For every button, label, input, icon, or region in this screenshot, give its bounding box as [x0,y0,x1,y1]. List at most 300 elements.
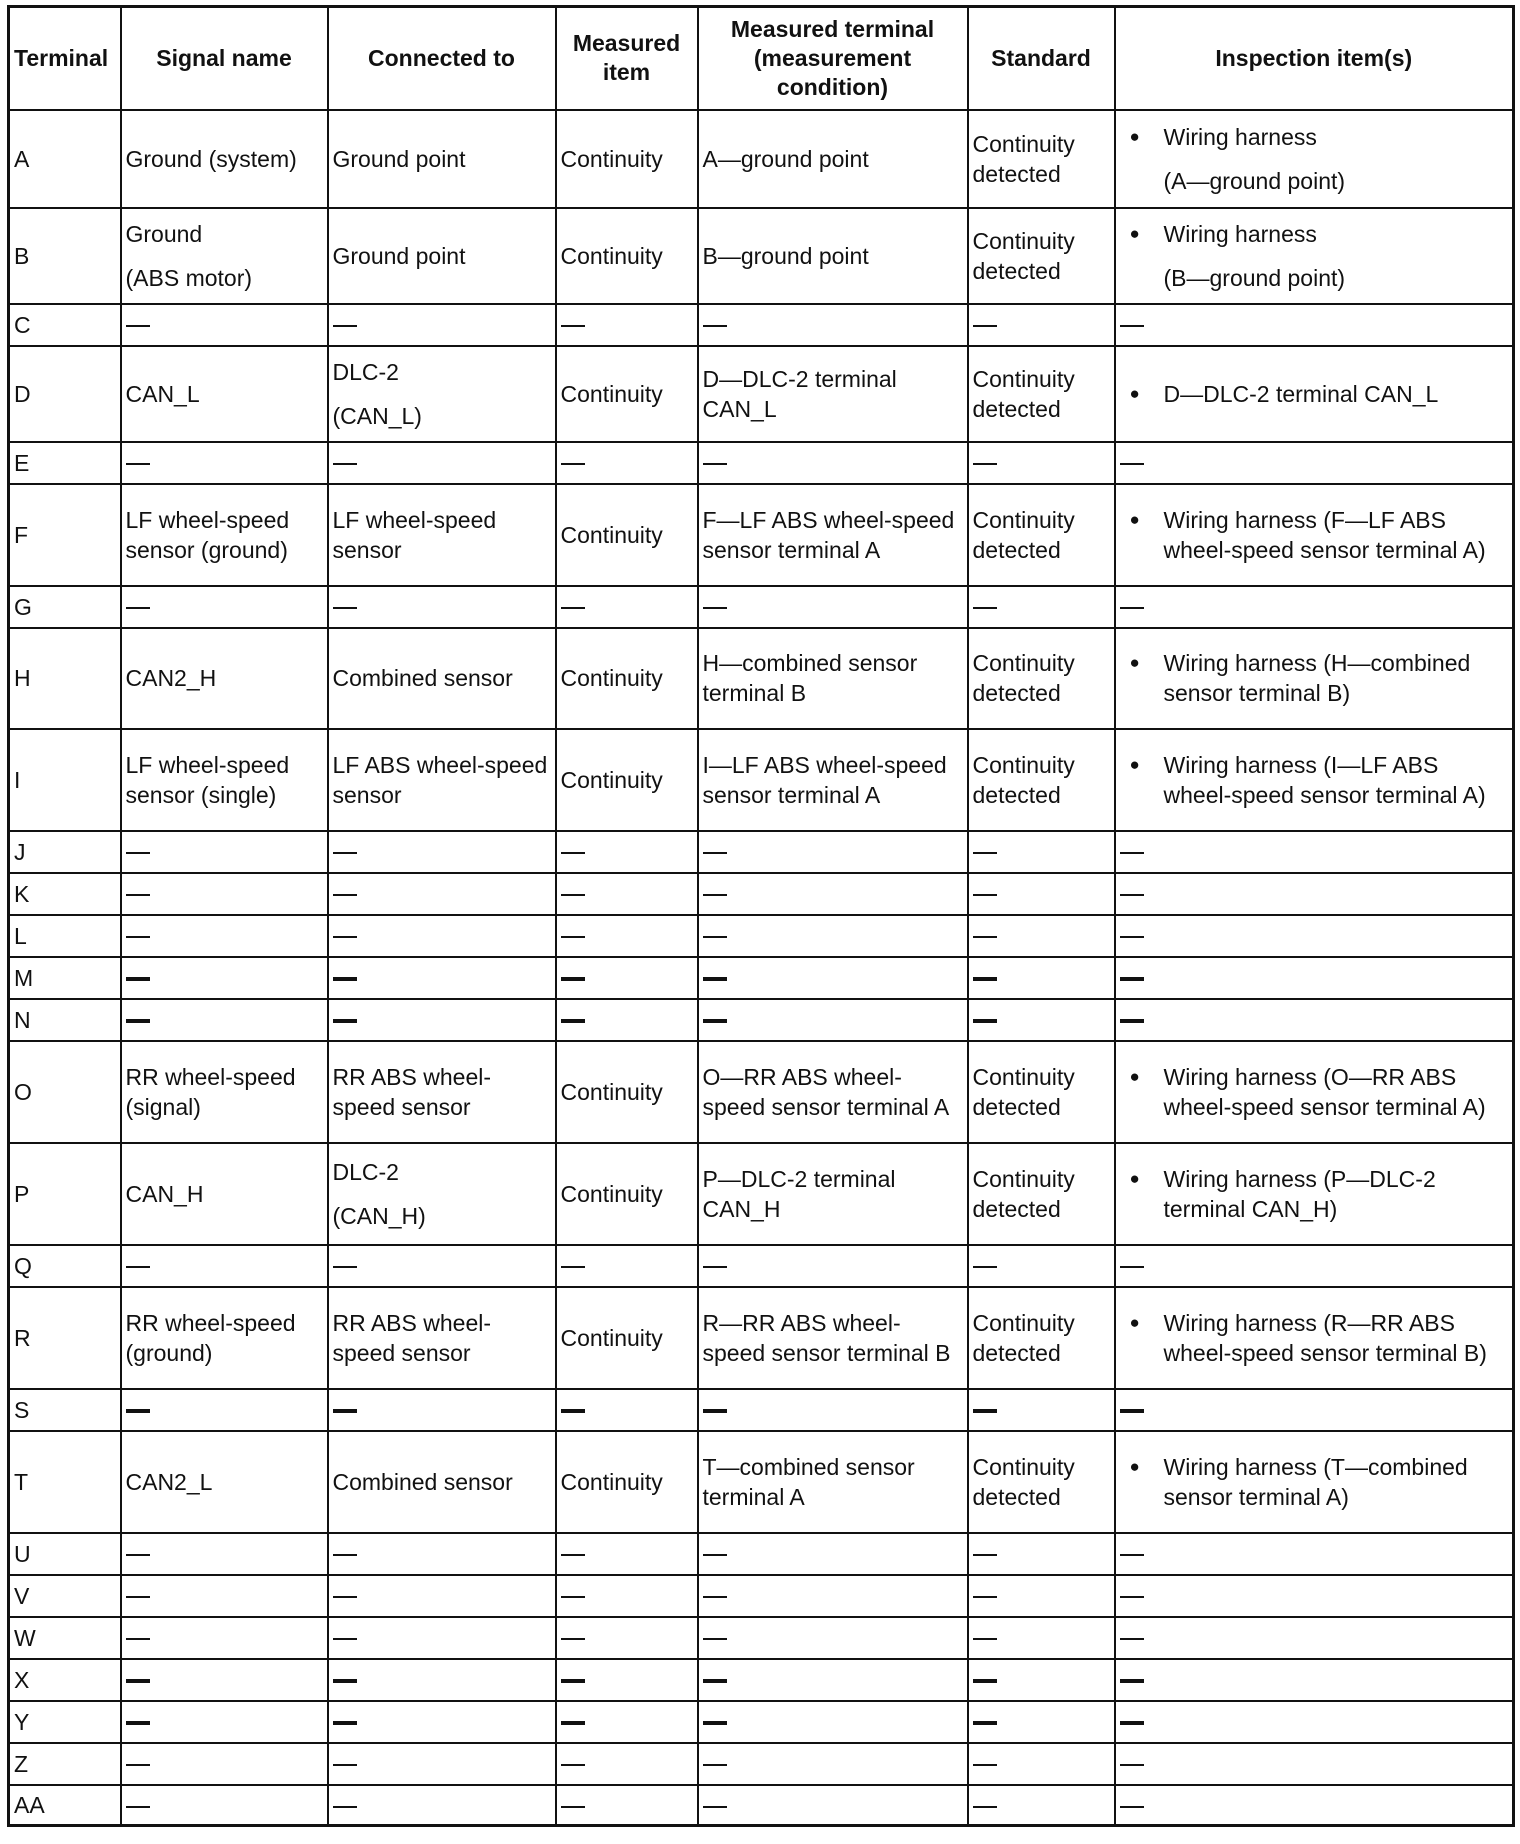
empty-dash [333,1409,357,1413]
inspection-cell [1115,1245,1514,1287]
terminal-cell: R [9,1287,121,1389]
measured-terminal-text: D—DLC-2 terminal CAN_L [702,365,897,422]
connected-to-sub: (CAN_H) [332,1202,426,1229]
standard-cell [968,915,1115,957]
signal-name-cell [121,729,328,831]
empty-dash [333,852,357,854]
empty-dash [126,1409,150,1413]
empty-dash [561,1806,585,1808]
connected-to-text: DLC-2 [332,1158,399,1185]
standard-text: Continuity detected [972,751,1075,808]
measured-item-text: Continuity [560,665,663,691]
connected-to-cell [328,1701,556,1743]
measured-terminal-cell [698,208,968,304]
empty-dash [703,1721,727,1725]
terminal-cell: P [9,1143,121,1245]
empty-dash [973,1806,997,1808]
terminal-cell: M [9,957,121,999]
terminal-cell: N [9,999,121,1041]
measured-item-text: Continuity [560,380,663,407]
connected-to-cell [328,999,556,1041]
measured-terminal-cell [698,346,968,442]
standard-cell [968,1575,1115,1617]
inspection-cell [1115,1389,1514,1431]
terminal-cell: Y [9,1701,121,1743]
standard-cell [968,873,1115,915]
signal-name-cell [121,442,328,484]
signal-name-text: LF wheel-speed sensor (single) [125,751,290,808]
measured-item-text: Continuity [560,766,663,793]
table-row [9,1701,1514,1743]
standard-cell [968,1245,1115,1287]
measured-terminal-cell [698,729,968,831]
empty-dash [703,1266,727,1268]
standard-cell [968,586,1115,628]
header-terminal: Terminal [9,7,121,110]
header-standard: Standard [968,7,1115,110]
measured-item-cell [556,915,698,957]
empty-dash [126,607,150,609]
signal-name-cell [121,208,328,304]
measured-item-text: Continuity [560,1324,663,1351]
empty-dash [1120,463,1144,465]
measured-terminal-cell [698,1533,968,1575]
measured-item-cell [556,1701,698,1743]
terminal-table [7,5,1515,1827]
signal-name-cell [121,628,328,729]
standard-cell [968,1701,1115,1743]
measured-terminal-text: A—ground point [702,145,869,172]
signal-name-cell [121,1041,328,1143]
inspection-cell [1115,1143,1514,1245]
inspection-cell [1115,208,1514,304]
empty-dash [333,1019,357,1023]
connected-to-cell [328,1659,556,1701]
inspection-cell [1115,1533,1514,1575]
empty-dash [703,936,727,938]
empty-dash [126,1266,150,1268]
empty-dash [126,1596,150,1598]
measured-item-cell [556,873,698,915]
standard-cell [968,1659,1115,1701]
signal-name-cell [121,1575,328,1617]
terminal-cell: G [9,586,121,628]
signal-name-text: CAN_H [125,1180,204,1207]
empty-dash [333,325,357,327]
table-row [9,1743,1514,1785]
measured-terminal-cell [698,873,968,915]
empty-dash [1120,1806,1144,1808]
measured-item-cell [556,1041,698,1143]
empty-dash [333,894,357,896]
connected-to-text: RR ABS wheel-speed sensor [332,1063,492,1120]
connected-to-text: DLC-2 [332,358,399,385]
empty-dash [333,1764,357,1766]
measured-item-cell [556,1743,698,1785]
measured-item-text: Continuity [560,1078,663,1105]
standard-cell [968,1041,1115,1143]
empty-dash [703,1764,727,1766]
connected-to-cell [328,346,556,442]
empty-dash [1120,1596,1144,1598]
inspection-cell [1115,586,1514,628]
terminal-cell: I [9,729,121,831]
standard-cell [968,1287,1115,1389]
connected-to-cell [328,1533,556,1575]
terminal-cell: C [9,304,121,346]
connected-to-cell [328,586,556,628]
empty-dash [973,1764,997,1766]
signal-name-text: Ground [125,220,203,247]
measured-terminal-cell [698,1701,968,1743]
measured-item-cell [556,1287,698,1389]
signal-name-text: CAN2_L [125,1468,213,1495]
empty-dash [333,1721,357,1725]
empty-dash [561,607,585,609]
terminal-cell: F [9,484,121,586]
measured-item-cell [556,831,698,873]
empty-dash [703,977,727,981]
table-row [9,957,1514,999]
empty-dash [561,1679,585,1683]
empty-dash [703,463,727,465]
terminal-cell: D [9,346,121,442]
empty-dash [561,894,585,896]
empty-dash [1120,1409,1144,1413]
empty-dash [1120,936,1144,938]
measured-terminal-text: F—LF ABS wheel-speed sensor terminal A [702,506,955,563]
empty-dash [973,1409,997,1413]
standard-cell [968,484,1115,586]
table-row [9,1575,1514,1617]
connected-to-text: Combined sensor [332,665,513,691]
empty-dash [703,1679,727,1683]
empty-dash [1120,1638,1144,1640]
standard-cell [968,1431,1115,1533]
inspection-bullet-item: ● Wiring harness (O—RR ABS wheel-speed sensor terminal A) [1120,1062,1509,1122]
inspection-cell [1115,1701,1514,1743]
signal-name-cell [121,873,328,915]
table-row [9,110,1514,208]
table-row [9,442,1514,484]
connected-to-cell [328,1389,556,1431]
empty-dash [1120,1764,1144,1766]
signal-name-text: CAN2_H [125,665,217,691]
empty-dash [333,1554,357,1556]
connected-to-cell [328,957,556,999]
inspection-cell [1115,442,1514,484]
empty-dash [561,1266,585,1268]
header-measured-item: Measured item [556,7,698,110]
empty-dash [126,852,150,854]
header-row [9,7,1514,110]
inspection-bullet-item: ● Wiring harness (P—DLC-2 terminal CAN_H) [1120,1164,1509,1224]
inspection-cell [1115,628,1514,729]
table-row [9,346,1514,442]
empty-dash [333,936,357,938]
inspection-cell [1115,304,1514,346]
terminal-cell: H [9,628,121,729]
standard-cell [968,1143,1115,1245]
table-row [9,628,1514,729]
measured-item-text: Continuity [560,242,663,269]
empty-dash [126,1554,150,1556]
empty-dash [126,894,150,896]
terminal-cell: J [9,831,121,873]
standard-text: Continuity detected [972,130,1075,187]
measured-terminal-cell [698,1389,968,1431]
measured-terminal-cell [698,915,968,957]
signal-name-cell [121,1533,328,1575]
empty-dash [126,1019,150,1023]
empty-dash [561,1019,585,1023]
connected-to-text: LF wheel-speed sensor [332,506,497,563]
table-row [9,999,1514,1041]
empty-dash [703,1596,727,1598]
connected-to-cell [328,915,556,957]
measured-item-cell [556,999,698,1041]
inspection-bullet-item: ● Wiring harness [1120,122,1509,152]
signal-name-cell [121,1389,328,1431]
empty-dash [703,1019,727,1023]
signal-name-text: RR wheel-speed (signal) [125,1063,296,1120]
empty-dash [973,852,997,854]
standard-cell [968,208,1115,304]
table-row [9,1431,1514,1533]
connected-to-cell [328,1575,556,1617]
connected-to-cell [328,1431,556,1533]
measured-terminal-cell [698,484,968,586]
measured-terminal-cell [698,110,968,208]
connected-to-cell [328,1041,556,1143]
measured-item-cell [556,586,698,628]
signal-name-cell [121,346,328,442]
empty-dash [333,1638,357,1640]
signal-name-cell [121,586,328,628]
standard-cell [968,1533,1115,1575]
empty-dash [126,977,150,981]
measured-item-cell [556,110,698,208]
table-row [9,873,1514,915]
measured-terminal-cell [698,1575,968,1617]
signal-name-text: RR wheel-speed (ground) [125,1309,296,1366]
connected-to-cell [328,208,556,304]
connected-to-cell [328,484,556,586]
inspection-cell [1115,873,1514,915]
table-row [9,208,1514,304]
inspection-sub: (B—ground point) [1163,264,1346,291]
signal-name-text: LF wheel-speed sensor (ground) [125,506,290,563]
connected-to-cell [328,1785,556,1826]
measured-terminal-text: I—LF ABS wheel-speed sensor terminal A [702,751,947,808]
table-row [9,484,1514,586]
empty-dash [126,1638,150,1640]
empty-dash [126,1721,150,1725]
empty-dash [973,1679,997,1683]
empty-dash [126,463,150,465]
measured-item-cell [556,1431,698,1533]
measured-terminal-cell [698,1659,968,1701]
measured-item-cell [556,628,698,729]
connected-to-text: RR ABS wheel-speed sensor [332,1309,492,1366]
empty-dash [703,1554,727,1556]
empty-dash [703,1638,727,1640]
table-row [9,586,1514,628]
table-row [9,831,1514,873]
terminal-cell: O [9,1041,121,1143]
empty-dash [973,977,997,981]
standard-cell [968,442,1115,484]
inspection-bullet-item: ● Wiring harness (H—combined sensor terminal B) [1120,648,1509,708]
empty-dash [973,1019,997,1023]
empty-dash [1120,325,1144,327]
table-row [9,1389,1514,1431]
empty-dash [333,1679,357,1683]
empty-dash [1120,1019,1144,1023]
connected-to-cell [328,1287,556,1389]
empty-dash [703,1806,727,1808]
connected-to-sub: (CAN_L) [332,402,422,429]
standard-cell [968,1617,1115,1659]
table-row [9,1617,1514,1659]
connected-to-cell [328,110,556,208]
signal-name-cell [121,999,328,1041]
empty-dash [561,1638,585,1640]
signal-name-cell [121,304,328,346]
empty-dash [1120,894,1144,896]
measured-terminal-cell [698,1041,968,1143]
inspection-cell [1115,729,1514,831]
measured-terminal-cell [698,304,968,346]
empty-dash [1120,1721,1144,1725]
measured-item-cell [556,346,698,442]
connected-to-cell [328,442,556,484]
empty-dash [973,463,997,465]
table-row [9,1143,1514,1245]
terminal-cell: U [9,1533,121,1575]
connected-to-text: Ground point [332,242,466,269]
inspection-cell [1115,1287,1514,1389]
empty-dash [126,1764,150,1766]
standard-cell [968,831,1115,873]
signal-name-cell [121,484,328,586]
standard-cell [968,628,1115,729]
measured-item-cell [556,1143,698,1245]
measured-terminal-cell [698,1143,968,1245]
terminal-inspection-sheet [7,5,1512,1827]
empty-dash [973,325,997,327]
terminal-cell: X [9,1659,121,1701]
measured-item-cell [556,304,698,346]
standard-text: Continuity detected [972,365,1075,422]
terminal-cell: V [9,1575,121,1617]
standard-cell [968,304,1115,346]
measured-terminal-cell [698,1617,968,1659]
terminal-cell: S [9,1389,121,1431]
table-row [9,1245,1514,1287]
inspection-bullet-item: ● Wiring harness (T—combined sensor terminal A) [1120,1452,1509,1512]
empty-dash [561,1596,585,1598]
empty-dash [561,325,585,327]
measured-item-cell [556,1245,698,1287]
empty-dash [973,936,997,938]
standard-cell [968,729,1115,831]
measured-item-text: Continuity [560,1468,663,1495]
empty-dash [973,1596,997,1598]
measured-item-cell [556,208,698,304]
empty-dash [333,463,357,465]
standard-cell [968,1785,1115,1826]
empty-dash [561,852,585,854]
table-row [9,304,1514,346]
empty-dash [333,1266,357,1268]
inspection-cell [1115,346,1514,442]
inspection-cell [1115,1659,1514,1701]
measured-terminal-cell [698,1245,968,1287]
standard-cell [968,1743,1115,1785]
standard-cell [968,957,1115,999]
inspection-bullet-item: ● Wiring harness (R—RR ABS wheel-speed sensor terminal B) [1120,1308,1509,1368]
empty-dash [1120,607,1144,609]
connected-to-cell [328,729,556,831]
inspection-cell [1115,831,1514,873]
terminal-cell: K [9,873,121,915]
measured-item-cell [556,957,698,999]
empty-dash [703,607,727,609]
signal-name-cell [121,1743,328,1785]
empty-dash [126,1679,150,1683]
empty-dash [333,1596,357,1598]
signal-name-cell [121,831,328,873]
measured-terminal-cell [698,957,968,999]
standard-text: Continuity detected [972,506,1075,563]
empty-dash [561,977,585,981]
table-row [9,1659,1514,1701]
connected-to-cell [328,1743,556,1785]
empty-dash [703,894,727,896]
empty-dash [973,1721,997,1725]
empty-dash [561,936,585,938]
standard-cell [968,110,1115,208]
empty-dash [561,1764,585,1766]
measured-terminal-cell [698,442,968,484]
measured-terminal-cell [698,1431,968,1533]
empty-dash [126,1806,150,1808]
inspection-cell [1115,484,1514,586]
table-row [9,1287,1514,1389]
inspection-cell [1115,1785,1514,1826]
signal-name-sub: (ABS motor) [125,264,253,291]
inspection-bullet-item: ● Wiring harness [1120,219,1509,249]
table-row [9,915,1514,957]
standard-cell [968,346,1115,442]
terminal-cell: A [9,110,121,208]
standard-text: Continuity detected [972,1165,1075,1222]
connected-to-cell [328,628,556,729]
table-row [9,1041,1514,1143]
header-connected-to: Connected to [328,7,556,110]
empty-dash [333,1806,357,1808]
empty-dash [561,463,585,465]
measured-item-text: Continuity [560,145,663,172]
empty-dash [1120,852,1144,854]
measured-terminal-text: B—ground point [702,242,869,269]
measured-item-cell [556,442,698,484]
measured-item-text: Continuity [560,1180,663,1207]
terminal-cell: E [9,442,121,484]
header-inspection-items: Inspection item(s) [1115,7,1514,110]
standard-text: Continuity detected [972,1309,1075,1366]
